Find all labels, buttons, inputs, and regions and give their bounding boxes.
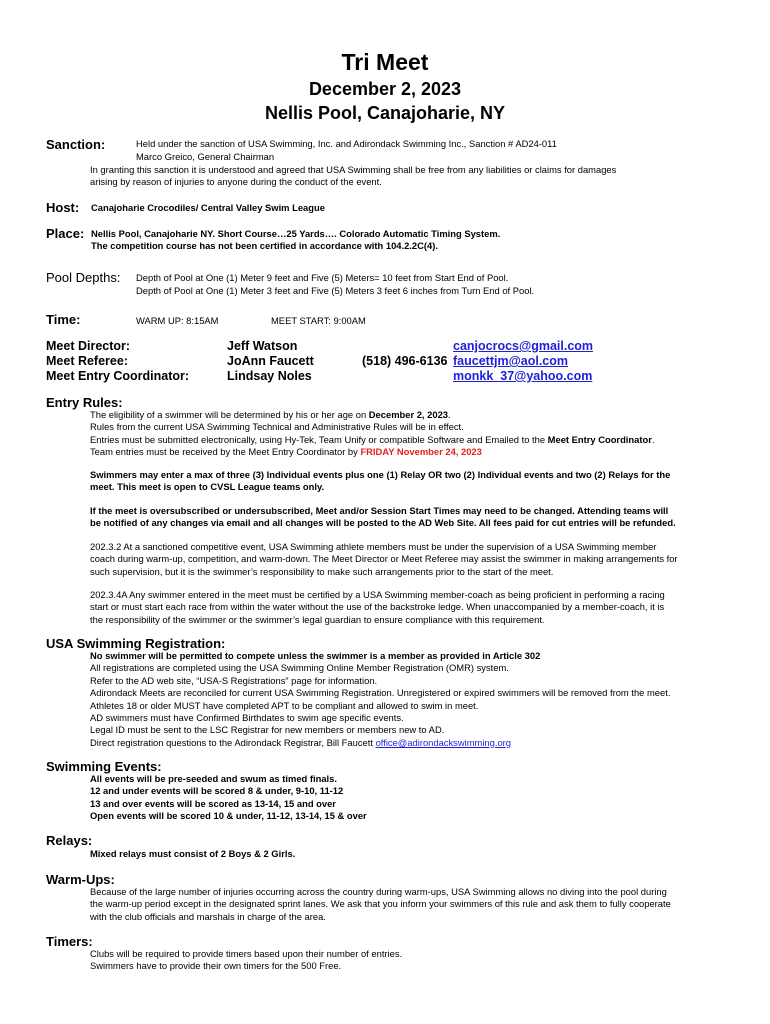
place-line-2: The competition course has not been certified in accordance with 104.2.2C(4). (91, 240, 438, 251)
text: All events will be pre-seeded and swum as timed finals. (90, 773, 337, 784)
text: the responsibility of the swimmer or the swimmer’s legal guardian to ensure compliance with this requirement. (90, 613, 545, 625)
text: If the meet is oversubscribed or undersubscribed, Meet and/or Session Start Times may need to be changed. Attending teams will (90, 505, 669, 516)
relays-body (90, 848, 730, 860)
timers-heading: Timers: (46, 934, 93, 949)
text: 202.3.2 At a sanctioned competitive event, USA Swimming athlete members must be under the supervision of a USA Swimming member (90, 541, 657, 552)
swimming-events-body (90, 773, 730, 823)
text: 202.3.4A Any swimmer entered in the meet must be certified by a USA Swimming member-coach as being proficient in performing a racing (90, 589, 665, 600)
timers-body (90, 948, 730, 973)
text: Open events will be scored 10 & under, 11-12, 13-14, 15 & over (90, 810, 367, 822)
official-role: Meet Referee: (46, 354, 128, 368)
text: Refer to the AD web site, “USA-S Registrations” page for information. (90, 674, 378, 686)
text: Because of the large number of injuries occurring across the country during warm-ups, USA Swimming allows no diving into the pool during (90, 886, 667, 897)
entry-limits-paragraph (90, 469, 730, 494)
text: The eligibility of a swimmer will be determined by his or her age on (90, 409, 369, 420)
host-value: Canajoharie Crocodiles/ Central Valley Swim League (91, 202, 325, 213)
host-label: Host: (46, 200, 80, 215)
rule-202-3-2 (90, 541, 730, 578)
warmups-heading: Warm-Ups: (46, 872, 115, 887)
official-name: JoAnn Faucett (227, 354, 314, 368)
official-role: Meet Entry Coordinator: (46, 369, 190, 383)
official-email-link[interactable]: monkk_37@yahoo.com (453, 369, 593, 383)
warmups-body (90, 886, 730, 923)
pool-depth-line-2: Depth of Pool at One (1) Meter 3 feet and Five (5) Meters 3 feet 6 inches from Turn End of Pool. (136, 285, 535, 296)
text: such supervision, but it is the swimmer’s responsibility to make such arrangements prior to the start of the meet. (90, 565, 554, 577)
text: . (651, 433, 655, 445)
sanction-line-4: arising by reason of injuries to anyone during the conduct of the event. (90, 176, 382, 187)
page-title: Tri Meet (341, 49, 429, 75)
official-email-link[interactable]: faucettjm@aol.com (453, 354, 568, 368)
text: 12 and under events will be scored 8 & under, 9-10, 11-12 (90, 785, 344, 797)
official-name: Lindsay Noles (227, 369, 312, 383)
relays-heading: Relays: (46, 833, 93, 848)
time-label: Time: (46, 312, 81, 327)
place-label: Place: (46, 226, 85, 241)
pool-depth-line-1: Depth of Pool at One (1) Meter 9 feet and Five (5) Meters= 10 feet from Start End of Pool. (136, 272, 509, 283)
entry-rules-intro (90, 409, 730, 459)
text: . (448, 409, 451, 420)
text: Team entries must be received by the Meet Entry Coordinator by (90, 446, 361, 458)
sanction-line-2: Marco Greico, General Chairman (136, 151, 275, 162)
registrar-email-link[interactable]: office@adirondackswimming.org (375, 736, 512, 748)
text: start or must start each race from within the water without the use of the backstroke ledge. When unaccompanied by a member-coach, it is (90, 601, 665, 613)
meet-start-time: MEET START: 9:00AM (271, 315, 366, 326)
text: No swimmer will be permitted to compete unless the swimmer is a member as provided in Article 302 (90, 650, 541, 661)
pool-depths-label: Pool Depths: (46, 270, 121, 285)
place-line-1: Nellis Pool, Canajoharie NY. Short Course…25 Yards…. Colorado Automatic Timing System. (91, 228, 501, 239)
official-name: Jeff Watson (227, 339, 298, 353)
text: the warm-up period except in the designated sprint lanes. We ask that you inform your swimmers of this rule and ask them to fully cooperate (90, 898, 671, 910)
registration-heading: USA Swimming Registration: (46, 636, 226, 651)
text: Legal ID must be sent to the LSC Registrar for new members or members new to AD. (90, 724, 445, 736)
rule-202-3-4a (90, 589, 730, 626)
official-role: Meet Director: (46, 339, 131, 353)
text: coach during warm-up, competition, and warm-down. The Meet Director or Meet Referee may assist the swimmer in making arrangements for (90, 553, 678, 565)
text: Rules from the current USA Swimming Technical and Administrative Rules will be in effect. (90, 421, 464, 433)
official-phone: (518) 496-6136 (362, 354, 448, 368)
entry-deadline: FRIDAY November 24, 2023 (360, 446, 482, 458)
text: Athletes 18 or older MUST have completed APT to be compliant and allowed to swim in meet. (90, 699, 479, 711)
text: Adirondack Meets are reconciled for current USA Swimming Registration. Unregistered or expired swimmers will be removed from the meet. (90, 687, 671, 699)
oversubscribed-paragraph (90, 505, 730, 530)
text: be notified of any changes via email and all changes will be posted to the AD Web Site. All fees paid for cut entries will be refunded. (90, 517, 676, 529)
meet-date: December 2, 2023 (308, 79, 462, 99)
swimming-events-heading: Swimming Events: (46, 759, 162, 774)
meet-location: Nellis Pool, Canajoharie, NY (264, 103, 506, 123)
text: Mixed relays must consist of 2 Boys & 2 Girls. (90, 848, 296, 859)
registration-body (90, 650, 730, 749)
entry-rules-heading: Entry Rules: (46, 395, 123, 410)
warmup-time: WARM UP: 8:15AM (136, 315, 219, 326)
eligibility-date: December 2, 2023 (368, 409, 449, 420)
sanction-label: Sanction: (46, 137, 106, 152)
text: Entries must be submitted electronically, using Hy-Tek, Team Unify or compatible Software and Emailed to the (90, 433, 548, 445)
official-email-link[interactable]: canjocrocs@gmail.com (453, 339, 594, 353)
text: with the club officials and marshals in charge of the area. (90, 910, 326, 922)
text: Direct registration questions to the Adirondack Registrar, Bill Faucett (90, 736, 376, 748)
text: 13 and over events will be scored as 13-14, 15 and over (90, 797, 336, 809)
sanction-line-1: Held under the sanction of USA Swimming, Inc. and Adirondack Swimming Inc., Sanction # AD24-011 (136, 138, 557, 149)
text: Swimmers may enter a max of three (3) Individual events plus one (1) Relay OR two (2) Individual events and two (2) Relays for the (90, 469, 671, 480)
text: AD swimmers must have Confirmed Birthdates to swim age specific events. (90, 712, 404, 724)
text: Clubs will be required to provide timers based upon their number of entries. (90, 948, 403, 959)
text: Meet Entry Coordinator (547, 433, 652, 445)
text: meet. This meet is open to CVSL League teams only. (90, 481, 325, 493)
text: Swimmers have to provide their own timers for the 500 Free. (90, 960, 342, 972)
text: All registrations are completed using the USA Swimming Online Member Registration (OMR) system. (90, 662, 509, 674)
sanction-line-3: In granting this sanction it is understood and agreed that USA Swimming shall be free from any liabilities or claims for damages (90, 164, 617, 175)
